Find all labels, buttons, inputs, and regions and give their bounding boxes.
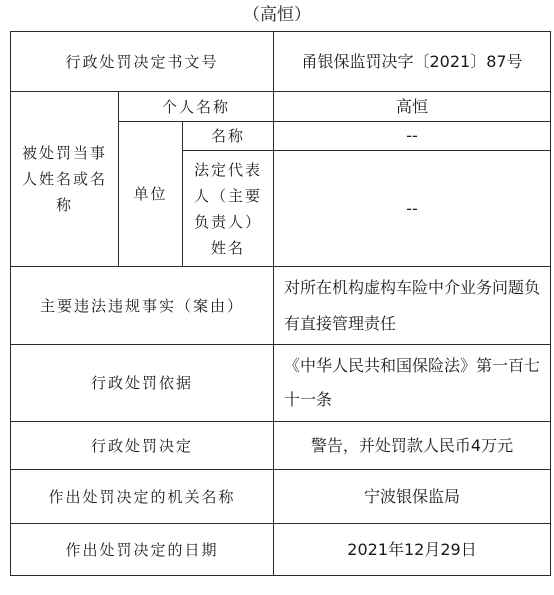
table-row	[11, 470, 551, 524]
individual-value: 高恒	[274, 92, 551, 122]
representative-value: --	[274, 151, 551, 267]
table-row	[11, 422, 551, 470]
unit-name-value: --	[274, 122, 551, 151]
basis-value: 《中华人民共和国保险法》第一百七十一条	[274, 345, 551, 422]
decision-value: 警告，并处罚款人民币4万元	[274, 422, 551, 470]
date-value: 2021年12月29日	[274, 524, 551, 576]
date-label: 作出处罚决定的日期	[11, 524, 274, 576]
individual-label: 个人名称	[119, 92, 274, 122]
unit-name-label: 名称	[183, 122, 274, 151]
authority-value: 宁波银保监局	[274, 470, 551, 524]
facts-label: 主要违法违规事实（案由）	[11, 267, 274, 345]
authority-label: 作出处罚决定的机关名称	[11, 470, 274, 524]
table-row	[11, 92, 551, 122]
document-caption: （高恒）	[243, 5, 311, 25]
penalty-table	[10, 31, 551, 576]
doc-no-label: 行政处罚决定书文号	[11, 32, 274, 92]
table-row	[11, 267, 551, 345]
decision-label: 行政处罚决定	[11, 422, 274, 470]
facts-value: 对所在机构虚构车险中介业务问题负有直接管理责任	[274, 267, 551, 345]
unit-label: 单位	[119, 122, 183, 267]
table-row	[11, 32, 551, 92]
doc-no-value: 甬银保监罚决字〔2021〕87号	[274, 32, 551, 92]
table-row	[11, 345, 551, 422]
table-row	[11, 524, 551, 576]
basis-label: 行政处罚依据	[11, 345, 274, 422]
representative-label: 法定代表人（主要负责人）姓名	[183, 151, 274, 267]
party-label: 被处罚当事人姓名或名称	[11, 92, 119, 267]
